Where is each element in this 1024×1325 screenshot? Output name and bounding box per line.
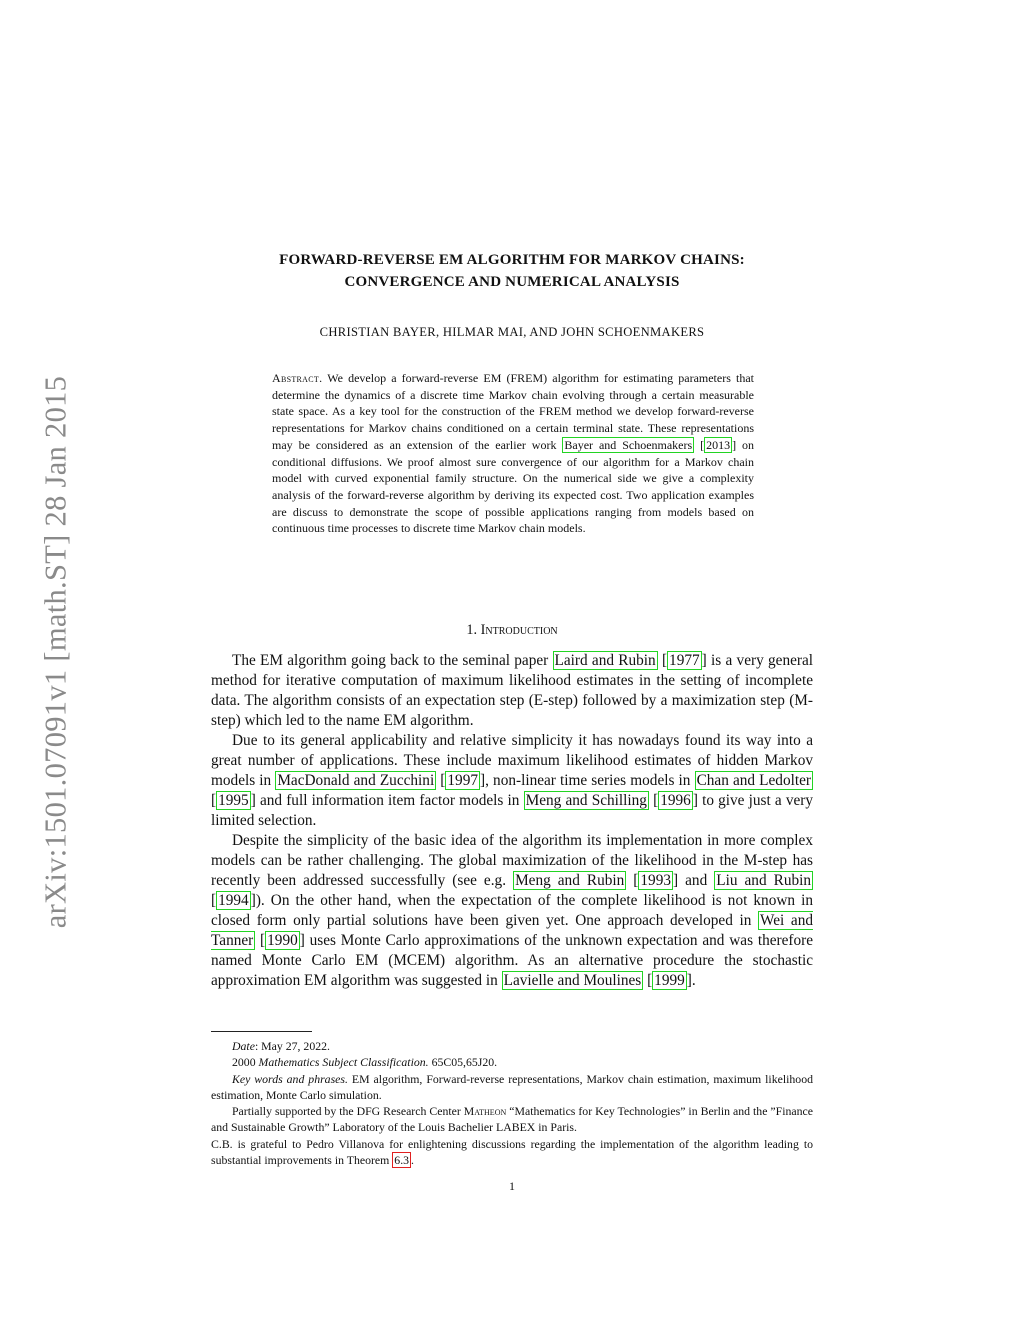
footnotes <box>211 1038 813 1168</box>
abstract: Abstract. We develop a forward-reverse EM (FREM) algorithm for estimating parameters that determine the dynamics of a discrete time Markov chain evolving through a certain measurable state space. As a key tool for the construction of the FREM method we develop forward-reverse representations for Markov chains conditioned on a certain terminal state. These representations may be considered as an extension of the earlier work Bayer and Schoenmakers [ 2013 ] on conditional diffusions. We proof almost sure convergence of our algorithm for a Markov chain model with curved exponential family structure. On the numerical side we give a complexity analysis of the forward-reverse algorithm by deriving its expected cost. Two application examples are discuss to demonstrate the scope of possible applications ranging from models based on continuous time processes to discrete time Markov chain models. <box>272 371 755 536</box>
footnote-rule <box>211 1031 312 1032</box>
citation-year-link[interactable]: 2013 <box>706 437 731 452</box>
abstract-text-2: on conditional diffusions. We proof almost sure convergence of our algorithm for a Markov chain model with curved exponential family structure. On the numerical side we give a complexity analysis of the forward-reverse algorithm by deriving its expected cost. Two application examples are discuss to demonstrate the scope of possible applications ranging from models based on continuous time processes to discrete time Markov chain models. <box>272 437 755 536</box>
text-run: ). On the other hand, when the expectation of the complete likelihood is not known in closed form only partial solutions have been given yet. One approach developed in <box>211 892 813 929</box>
footnote-keywords <box>211 1071 813 1104</box>
text-run: and <box>685 872 708 889</box>
text-run: C.B. is grateful to Pedro Villanova for enlightening discussions regarding the implementation of the algorithm leading to substantial improvements in Theorem <box>211 1136 813 1168</box>
citation-link[interactable]: Wei and Tanner <box>211 912 813 949</box>
citation-year-link[interactable]: 1990 <box>267 932 298 949</box>
citation-year-link[interactable]: 1996 <box>660 792 691 809</box>
matheon-name: Matheon <box>463 1104 507 1119</box>
text-run: , non-linear time series models in <box>485 772 691 789</box>
msc-value: 65C05,65J20. <box>431 1055 498 1070</box>
text-run: Due to its general applicability and relative simplicity it has nowadays found its way into a great number of applications. These include maximum likelihood estimates of hidden Markov models in <box>211 732 813 789</box>
text-run: and full information item factor models in <box>259 792 520 809</box>
theorem-reference-link[interactable]: 6.3 <box>394 1153 410 1168</box>
text-run: Despite the simplicity of the basic idea of the algorithm its implementation in more complex models can be rather challenging. The global maximization of the likelihood in the M-step has recently been addressed successfully (see e.g. <box>211 832 813 889</box>
paragraph: Due to its general applicability and relative simplicity it has nowadays found its way into a great number of applications. These include maximum likelihood estimates of hidden Markov models in MacDonald and Zucchini [ 1997 ], non-linear time series models in Chan and Ledolter [ 1995 ] and full information item factor models in Meng and Schilling [ 1996 ] to give just a very limited selection. <box>211 732 814 829</box>
date-value: : May 27, 2022. <box>254 1039 330 1053</box>
citation-year-link[interactable]: 1997 <box>447 772 478 789</box>
page-number: 1 <box>509 1179 515 1193</box>
arxiv-identifier: arXiv:1501.07091v1 [math.ST] 28 Jan 2015 <box>38 375 73 929</box>
title-line-1: FORWARD-REVERSE EM ALGORITHM FOR MARKOV CHAINS: <box>279 252 745 268</box>
body-text <box>211 651 813 991</box>
citation-link[interactable]: Liu and Rubin <box>716 872 812 889</box>
text-run: to give just a very limited selection. <box>211 792 814 829</box>
section-number: 1. <box>466 622 478 638</box>
arxiv-sidebar <box>36 345 76 960</box>
citation-year-link[interactable]: 1993 <box>640 872 671 889</box>
keywords-value: EM algorithm, Forward-reverse representations, Markov chain estimation, maximum likelihood estimation, Monte Carlo simulation. <box>211 1071 813 1102</box>
citation-link[interactable]: Meng and Schilling <box>525 792 647 809</box>
title-line-2: CONVERGENCE AND NUMERICAL ANALYSIS <box>344 274 680 290</box>
msc-label: Mathematics Subject Classification. <box>258 1055 429 1070</box>
citation-year-link[interactable]: 1995 <box>218 792 249 809</box>
text-run: . <box>691 972 696 989</box>
footnote-date <box>211 1038 813 1054</box>
text-run: . <box>411 1153 414 1168</box>
citation-year-link[interactable]: 1999 <box>654 972 685 989</box>
footnote-msc <box>211 1054 813 1070</box>
paragraph: The EM algorithm going back to the seminal paper Laird and Rubin [ 1977 ] is a very general method for iterative computation of maximum likelihood estimates in the setting of incomplete data. The algorithm consists of an expectation step (E-step) followed by a maximization step (M-step) which led to the name EM algorithm. <box>211 652 814 729</box>
text-run: The EM algorithm going back to the seminal paper <box>232 652 549 669</box>
text-run: “Mathematics for Key Technologies” in Berlin and the ”Finance and Sustainable Growth” Laboratory of the Louis Bachelier LABEX in Paris. <box>211 1104 813 1135</box>
text-run: uses Monte Carlo approximations of the unknown expectation and was therefore named Monte Carlo EM (MCEM) algorithm. As an alternative procedure the stochastic approximation EM algorithm was suggested in <box>211 932 814 989</box>
section-heading <box>0 622 1024 639</box>
footnote-thanks <box>211 1136 813 1169</box>
abstract-text-1: We develop a forward-reverse EM (FREM) algorithm for estimating parameters that determine the dynamics of a discrete time Markov chain evolving through a certain measurable state space. As a key tool for the construction of the FREM method we develop forward-reverse representations for Markov chains conditioned on a certain terminal state. These representations may be considered as an extension of the earlier work <box>272 371 754 452</box>
citation-year-link[interactable]: 1977 <box>669 652 700 669</box>
citation-link[interactable]: Chan and Ledolter <box>696 772 811 789</box>
citation-link[interactable]: Laird and Rubin <box>554 652 656 669</box>
author-list: CHRISTIAN BAYER, HILMAR MAI, AND JOHN SCHOENMAKERS <box>319 325 705 339</box>
citation-link[interactable]: Lavielle and Moulines <box>503 972 642 989</box>
paper-title <box>0 249 1024 293</box>
section-title: Introduction <box>480 622 558 638</box>
footnote-support <box>211 1103 813 1136</box>
abstract-label: Abstract. <box>272 371 323 385</box>
citation-link[interactable]: Bayer and Schoenmakers <box>564 437 693 452</box>
citation-link[interactable]: Meng and Rubin <box>515 872 625 889</box>
text-run: Partially supported by the DFG Research Center <box>232 1104 461 1119</box>
text-run: is a very general method for iterative computation of maximum likelihood estimates in the setting of incomplete data. The algorithm consists of an expectation step (E-step) followed by a maximization step (M-step) which led to the name EM algorithm. <box>211 652 814 729</box>
citation-year-link[interactable]: 1994 <box>218 892 249 909</box>
paragraph: Despite the simplicity of the basic idea of the algorithm its implementation in more complex models can be rather challenging. The global maximization of the likelihood in the M-step has recently been addressed successfully (see e.g. Meng and Rubin [ 1993 ] and Liu and Rubin [ 1994 ]). On the other hand, when the expectation of the complete likelihood is not known in closed form only partial solutions have been given yet. One approach developed in Wei and Tanner [ 1990 ] uses Monte Carlo approximations of the unknown expectation and was therefore named Monte Carlo EM (MCEM) algorithm. As an alternative procedure the stochastic approximation EM algorithm was suggested in Lavielle and Moulines [ 1999 ]. <box>211 832 814 989</box>
citation-link[interactable]: MacDonald and Zucchini <box>277 772 435 789</box>
msc-prefix: 2000 <box>232 1055 256 1070</box>
date-label: Date <box>232 1039 255 1053</box>
keywords-label: Key words and phrases. <box>232 1071 348 1086</box>
